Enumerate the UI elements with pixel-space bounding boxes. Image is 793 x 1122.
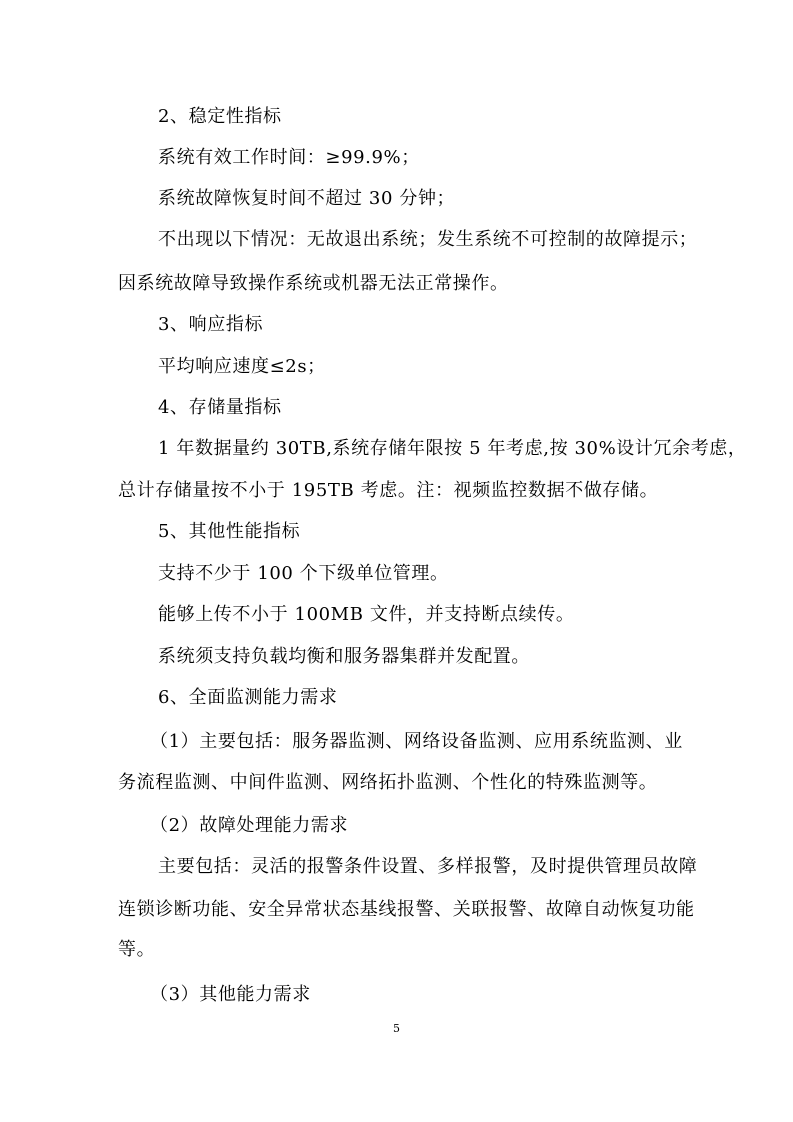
heading-response-metrics: 3、响应指标 bbox=[158, 314, 264, 335]
heading-monitoring-capability: 6、全面监测能力需求 bbox=[158, 687, 338, 708]
paragraph-fault-handling-end: 等。 bbox=[118, 939, 156, 960]
heading-stability-metrics: 2、稳定性指标 bbox=[158, 106, 282, 127]
subheading-fault-handling: （2）故障处理能力需求 bbox=[150, 815, 349, 836]
paragraph-storage-volume-cont: 总计存储量按不小于 195TB 考虑。注：视频监控数据不做存储。 bbox=[118, 480, 659, 501]
paragraph-monitoring-scope: （1）主要包括：服务器监测、网络设备监测、应用系统监测、业 bbox=[150, 731, 683, 752]
paragraph-upload-support: 能够上传不小于 100MB 文件，并支持断点续传。 bbox=[158, 604, 575, 625]
paragraph-fault-handling-cont: 连锁诊断功能、安全异常状态基线报警、关联报警、故障自动恢复功能 bbox=[118, 899, 695, 920]
paragraph-exclusions-cont: 因系统故障导致操作系统或机器无法正常操作。 bbox=[118, 273, 509, 294]
paragraph-uptime: 系统有效工作时间：≥99.9%； bbox=[158, 147, 420, 168]
heading-other-performance: 5、其他性能指标 bbox=[158, 521, 301, 542]
paragraph-monitoring-scope-cont: 务流程监测、中间件监测、网络拓扑监测、个性化的特殊监测等。 bbox=[118, 772, 658, 793]
paragraph-fault-handling: 主要包括：灵活的报警条件设置、多样报警，及时提供管理员故障 bbox=[158, 856, 698, 877]
paragraph-response-speed: 平均响应速度≤2s； bbox=[158, 356, 326, 377]
subheading-other-capabilities: （3）其他能力需求 bbox=[150, 984, 311, 1005]
paragraph-load-balancing: 系统须支持负载均衡和服务器集群并发配置。 bbox=[158, 646, 530, 667]
paragraph-exclusions: 不出现以下情况：无故退出系统；发生系统不可控制的故障提示； bbox=[158, 229, 698, 250]
paragraph-recovery-time: 系统故障恢复时间不超过 30 分钟； bbox=[158, 188, 456, 209]
page-number: 5 bbox=[393, 1022, 400, 1035]
heading-storage-metrics: 4、存储量指标 bbox=[158, 397, 282, 418]
paragraph-storage-volume: 1 年数据量约 30TB,系统存储年限按 5 年考虑,按 30%设计冗余考虑， bbox=[158, 438, 747, 459]
paragraph-units-support: 支持不少于 100 个下级单位管理。 bbox=[158, 563, 449, 584]
